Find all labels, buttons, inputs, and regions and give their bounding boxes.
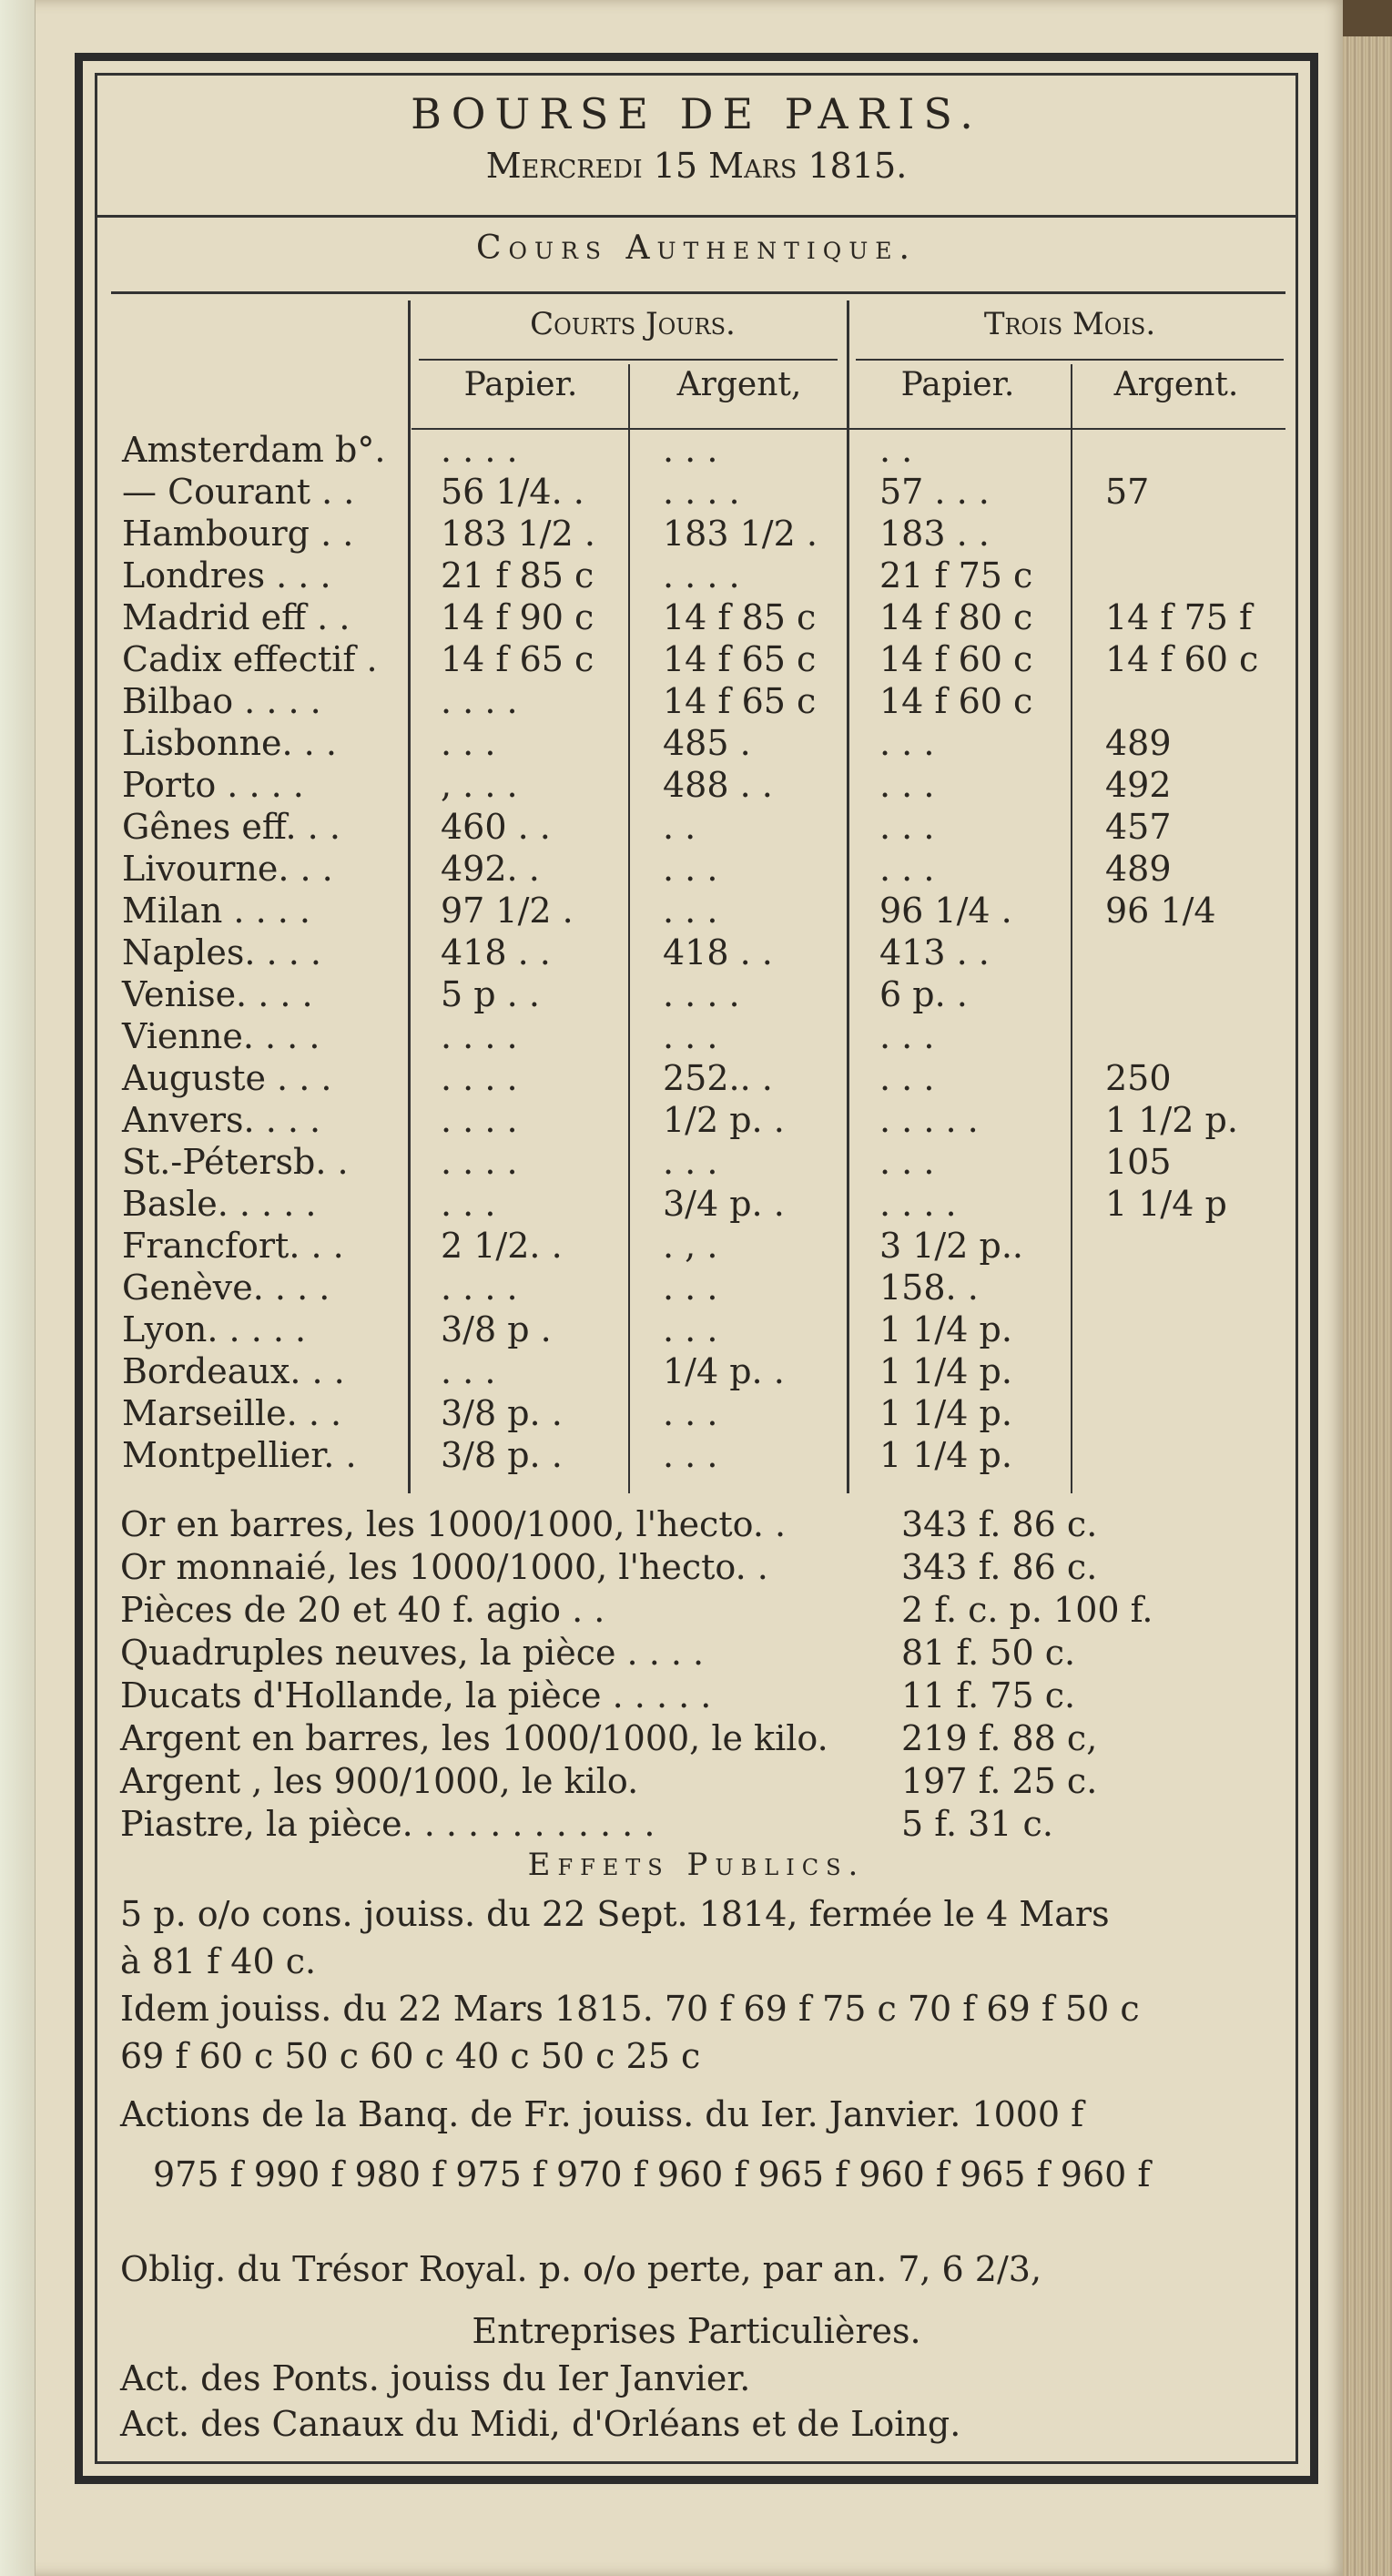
effets-line: 69 f 60 c 50 c 60 c 40 c 50 c 25 c: [120, 2036, 701, 2076]
cj-papier: . . . .: [441, 430, 518, 470]
tm-papier: 14 f 60 c: [879, 639, 1033, 679]
metal-value: 197 f. 25 c.: [901, 1761, 1098, 1801]
metal-label: Argent en barres, les 1000/1000, le kilo.: [120, 1718, 828, 1758]
place-label: Naples. . . .: [122, 932, 321, 972]
cj-papier: . . . .: [441, 1100, 518, 1140]
tm-papier: . . . .: [879, 1184, 957, 1224]
cj-papier: . . . .: [441, 1142, 518, 1182]
effets-line: 5 p. o/o cons. jouiss. du 22 Sept. 1814, fermée le 4 Mars: [120, 1894, 1110, 1934]
tm-papier: 1 1/4 p.: [879, 1435, 1012, 1475]
cj-papier: 21 f 85 c: [441, 555, 594, 596]
tm-papier: . . .: [879, 807, 935, 847]
cj-papier: 14 f 90 c: [441, 597, 594, 637]
effets-line: Actions de la Banq. de Fr. jouiss. du Ier. Janvier. 1000 f: [120, 2094, 1084, 2134]
entreprises-heading: Entreprises Particulières.: [472, 2311, 921, 2351]
metal-label: Argent , les 900/1000, le kilo.: [120, 1761, 639, 1801]
place-label: Basle. . . . .: [122, 1184, 317, 1224]
cj-papier: 418 . .: [441, 932, 551, 972]
metal-label: Piastre, la pièce. . . . . . . . . . . .: [120, 1804, 655, 1844]
binding-gutter: [0, 0, 36, 2576]
col-header-papier-1: Papier.: [463, 366, 578, 403]
table-vrule-3: [847, 300, 849, 1493]
metal-value: 343 f. 86 c.: [901, 1504, 1098, 1544]
cj-papier: . . .: [441, 1351, 496, 1391]
group-header-courts-jours: Courts Jours.: [530, 306, 736, 342]
cj-argent: . .: [663, 807, 696, 847]
header-rule: [95, 215, 1298, 218]
metal-label: Quadruples neuves, la pièce . . . .: [120, 1633, 705, 1673]
tm-argent: 489: [1105, 849, 1172, 889]
tm-papier: 14 f 80 c: [879, 597, 1033, 637]
cj-argent: . . .: [663, 1435, 718, 1475]
place-label: Anvers. . . .: [122, 1100, 321, 1140]
tm-argent: 250: [1105, 1058, 1172, 1098]
cj-argent: . . . .: [663, 555, 740, 596]
cj-papier: 5 p . .: [441, 974, 540, 1014]
tm-argent: 492: [1105, 765, 1172, 805]
group-rule-1: [419, 359, 838, 361]
metal-value: 11 f. 75 c.: [901, 1675, 1076, 1716]
cj-papier: . . . .: [441, 1058, 518, 1098]
place-label: Bilbao . . . .: [122, 681, 321, 721]
table-vrule-1: [408, 300, 411, 1493]
cj-argent: . . .: [663, 1393, 718, 1433]
cj-argent: 1/2 p. .: [663, 1100, 785, 1140]
tm-papier: 1 1/4 p.: [879, 1393, 1012, 1433]
subtitle-rule: [111, 291, 1285, 294]
cj-papier: . . . .: [441, 681, 518, 721]
cj-argent: 14 f 65 c: [663, 681, 817, 721]
place-label: Vienne. . . .: [122, 1016, 320, 1056]
cj-argent: . . .: [663, 1309, 718, 1349]
table-vrule-2: [628, 364, 630, 1493]
tm-argent: 14 f 75 f: [1105, 597, 1253, 637]
cj-argent: 1/4 p. .: [663, 1351, 785, 1391]
tm-argent: 489: [1105, 723, 1172, 763]
cj-papier: 14 f 65 c: [441, 639, 594, 679]
place-label: — Courant . .: [122, 472, 355, 512]
col-header-papier-2: Papier.: [900, 366, 1015, 403]
cj-argent: . . .: [663, 849, 718, 889]
tm-papier: 96 1/4 .: [879, 891, 1012, 931]
tm-argent: 57: [1105, 472, 1150, 512]
tm-papier: 1 1/4 p.: [879, 1351, 1012, 1391]
metal-label: Ducats d'Hollande, la pièce . . . . .: [120, 1675, 712, 1716]
place-label: Milan . . . .: [122, 891, 310, 931]
cj-papier: 56 1/4. .: [441, 472, 584, 512]
entreprises-line: Act. des Canaux du Midi, d'Orléans et de Loing.: [120, 2404, 961, 2444]
entreprises-line: Act. des Ponts. jouiss du Ier Janvier.: [120, 2358, 751, 2398]
tm-papier: . . .: [879, 1058, 935, 1098]
place-label: Bordeaux. . .: [122, 1351, 345, 1391]
cj-papier: 460 . .: [441, 807, 551, 847]
cj-argent: . . .: [663, 891, 718, 931]
subtitle: Cours Authentique.: [476, 229, 917, 267]
tm-argent: 1 1/4 p: [1105, 1184, 1227, 1224]
cj-argent: 3/4 p. .: [663, 1184, 785, 1224]
cj-papier: , . . .: [441, 765, 518, 805]
metal-label: Pièces de 20 et 40 f. agio . .: [120, 1590, 605, 1630]
tm-papier: . . .: [879, 723, 935, 763]
effets-line: Oblig. du Trésor Royal. p. o/o perte, par an. 7, 6 2/3,: [120, 2249, 1042, 2289]
metal-value: 5 f. 31 c.: [901, 1804, 1053, 1844]
tm-papier: 158. .: [879, 1268, 979, 1308]
effets-line: Idem jouiss. du 22 Mars 1815. 70 f 69 f 75 c 70 f 69 f 50 c: [120, 1989, 1140, 2029]
page-title: BOURSE DE PARIS.: [411, 89, 982, 138]
group-rule-2: [856, 359, 1284, 361]
cj-argent: . . .: [663, 430, 718, 470]
tm-papier: 21 f 75 c: [879, 555, 1033, 596]
cj-papier: . . . .: [441, 1016, 518, 1056]
effets-heading: Effets Publics.: [527, 1847, 866, 1883]
cj-argent: 14 f 65 c: [663, 639, 817, 679]
place-label: Lisbonne. . .: [122, 723, 337, 763]
place-label: Francfort. . .: [122, 1226, 344, 1266]
cj-argent: 14 f 85 c: [663, 597, 817, 637]
col-header-argent-2: Argent.: [1113, 366, 1239, 403]
tm-argent: 1 1/2 p.: [1105, 1100, 1238, 1140]
cj-papier: 2 1/2. .: [441, 1226, 563, 1266]
cj-papier: 97 1/2 .: [441, 891, 574, 931]
metal-label: Or en barres, les 1000/1000, l'hecto. .: [120, 1504, 787, 1544]
cj-papier: 3/8 p. .: [441, 1435, 563, 1475]
tm-papier: . . . . .: [879, 1100, 979, 1140]
tm-papier: . . .: [879, 1016, 935, 1056]
place-label: Cadix effectif .: [122, 639, 378, 679]
tm-argent: 14 f 60 c: [1105, 639, 1259, 679]
metal-value: 343 f. 86 c.: [901, 1547, 1098, 1587]
cj-argent: 252.. .: [663, 1058, 773, 1098]
tm-papier: 1 1/4 p.: [879, 1309, 1012, 1349]
group-header-trois-mois: Trois Mois.: [983, 306, 1156, 342]
cj-papier: . . .: [441, 723, 496, 763]
tm-papier: . . .: [879, 849, 935, 889]
place-label: Madrid eff . .: [122, 597, 351, 637]
place-label: Hambourg . .: [122, 514, 354, 554]
cj-papier: 183 1/2 .: [441, 514, 595, 554]
place-label: Londres . . .: [122, 555, 331, 596]
cj-argent: 485 .: [663, 723, 751, 763]
col-header-argent-1: Argent,: [676, 366, 802, 403]
tm-papier: 14 f 60 c: [879, 681, 1033, 721]
place-label: Porto . . . .: [122, 765, 304, 805]
tm-papier: . .: [879, 430, 913, 470]
place-label: Amsterdam b°.: [122, 430, 386, 470]
tm-papier: 413 . .: [879, 932, 990, 972]
cj-argent: . . .: [663, 1142, 718, 1182]
effets-line: 975 f 990 f 980 f 975 f 970 f 960 f 965 f 960 f 965 f 960 f: [153, 2154, 1151, 2194]
table-vrule-4: [1071, 364, 1072, 1493]
cj-argent: 488 . .: [663, 765, 773, 805]
tm-papier: 57 . . .: [879, 472, 990, 512]
cj-papier: 492. .: [441, 849, 540, 889]
tm-argent: 457: [1105, 807, 1172, 847]
place-label: Auguste . . .: [122, 1058, 332, 1098]
place-label: Genève. . . .: [122, 1268, 330, 1308]
cj-papier: 3/8 p. .: [441, 1393, 563, 1433]
cj-argent: 183 1/2 .: [663, 514, 818, 554]
metal-value: 81 f. 50 c.: [901, 1633, 1076, 1673]
cj-argent: . . .: [663, 1016, 718, 1056]
cj-papier: . . . .: [441, 1268, 518, 1308]
metal-value: 2 f. c. p. 100 f.: [901, 1590, 1153, 1630]
place-label: Venise. . . .: [122, 974, 313, 1014]
metal-value: 219 f. 88 c,: [901, 1718, 1098, 1758]
cj-argent: 418 . .: [663, 932, 773, 972]
tm-argent: 96 1/4: [1105, 891, 1216, 931]
cj-papier: 3/8 p .: [441, 1309, 552, 1349]
tm-argent: 105: [1105, 1142, 1172, 1182]
place-label: Lyon. . . . .: [122, 1309, 307, 1349]
cj-argent: . . .: [663, 1268, 718, 1308]
effets-line: à 81 f 40 c.: [120, 1941, 317, 1981]
tm-papier: 6 p. .: [879, 974, 968, 1014]
place-label: Montpellier. .: [122, 1435, 357, 1475]
cj-papier: . . .: [441, 1184, 496, 1224]
metal-label: Or monnaié, les 1000/1000, l'hecto. .: [120, 1547, 768, 1587]
cj-argent: . . . .: [663, 974, 740, 1014]
cj-argent: . . . .: [663, 472, 740, 512]
place-label: Livourne. . .: [122, 849, 333, 889]
date-line: Mercredi 15 Mars 1815.: [485, 146, 908, 186]
tm-papier: 3 1/2 p..: [879, 1226, 1023, 1266]
place-label: Gênes eff. . .: [122, 807, 340, 847]
place-label: St.-Pétersb. .: [122, 1142, 349, 1182]
cj-argent: . , .: [663, 1226, 718, 1266]
place-label: Marseille. . .: [122, 1393, 342, 1433]
tm-papier: . . .: [879, 765, 935, 805]
tm-papier: 183 . .: [879, 514, 990, 554]
tm-papier: . . .: [879, 1142, 935, 1182]
